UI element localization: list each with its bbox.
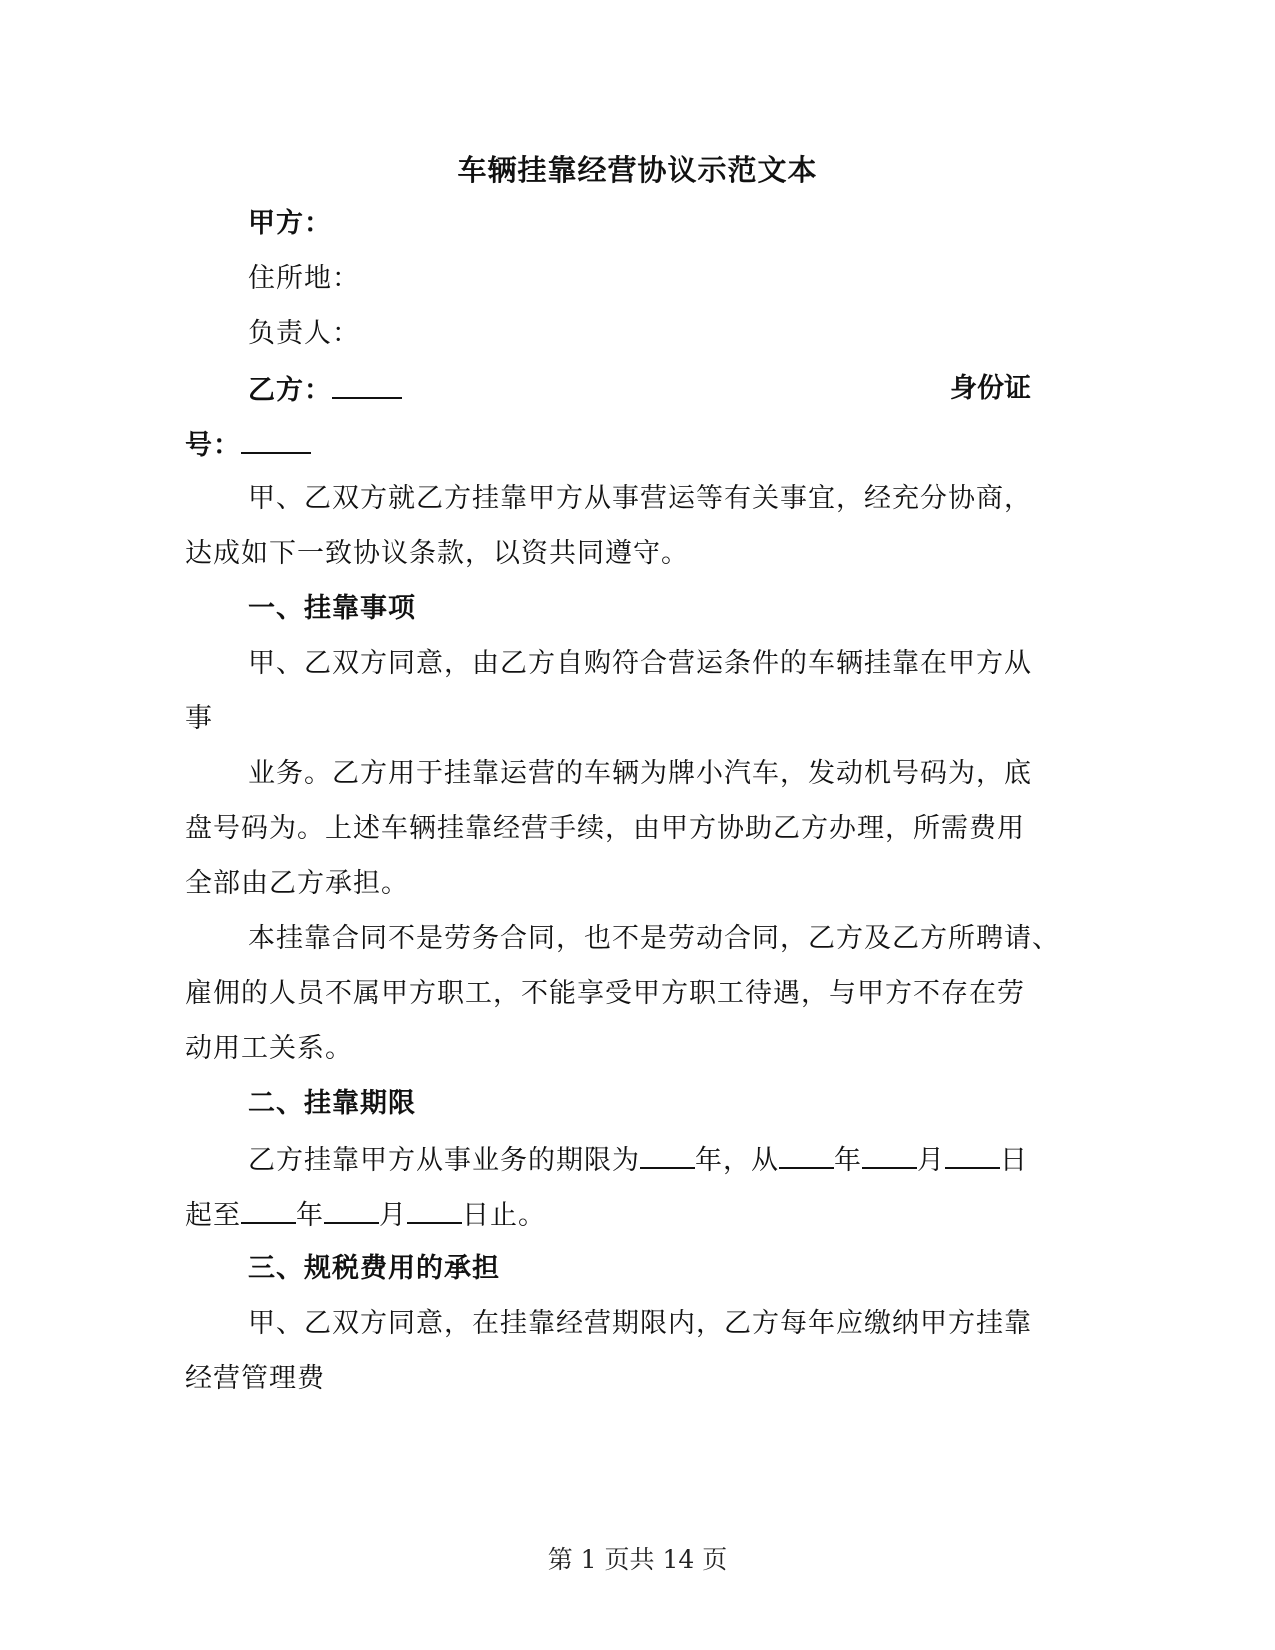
term-text-5: 日 bbox=[1000, 1145, 1028, 1176]
term-text-6: 起至 bbox=[185, 1200, 241, 1231]
term-text-9: 日止。 bbox=[462, 1200, 546, 1231]
section2-term-line2 bbox=[185, 1196, 546, 1234]
end-month-blank bbox=[324, 1196, 379, 1224]
term-years-blank bbox=[640, 1141, 695, 1169]
section3-p1-line2: 经营管理费 bbox=[185, 1363, 325, 1394]
section1-p1-line2: 事 bbox=[185, 703, 213, 734]
term-text-4: 月 bbox=[917, 1145, 945, 1176]
end-year-blank bbox=[241, 1196, 296, 1224]
id-label-part2: 号： bbox=[185, 430, 241, 461]
party-a-address-label: 住所地： bbox=[248, 263, 360, 294]
section3-heading: 三、规税费用的承担 bbox=[248, 1253, 500, 1284]
id-line bbox=[185, 426, 311, 464]
party-b-blank bbox=[332, 371, 402, 399]
section1-p1-line1: 甲、乙双方同意，由乙方自购符合营运条件的车辆挂靠在甲方从 bbox=[248, 648, 1032, 679]
page-footer: 第 1 页共 14 页 bbox=[547, 1545, 728, 1574]
intro-line-2: 达成如下一致协议条款，以资共同遵守。 bbox=[185, 538, 689, 569]
party-b-label: 乙方： bbox=[248, 375, 332, 406]
term-text-7: 年 bbox=[296, 1200, 324, 1231]
start-year-blank bbox=[779, 1141, 834, 1169]
intro-line-1: 甲、乙双方就乙方挂靠甲方从事营运等有关事宜，经充分协商， bbox=[248, 483, 1032, 514]
party-a-label: 甲方： bbox=[248, 208, 332, 239]
term-text-8: 月 bbox=[379, 1200, 407, 1231]
document-title: 车辆挂靠经营协议示范文本 bbox=[457, 153, 818, 187]
section2-term-line1 bbox=[248, 1141, 1028, 1179]
id-label-part1: 身份证 bbox=[950, 373, 1031, 404]
section1-p2-line3: 全部由乙方承担。 bbox=[185, 868, 409, 899]
end-day-blank bbox=[407, 1196, 462, 1224]
start-month-blank bbox=[862, 1141, 917, 1169]
id-blank bbox=[241, 426, 311, 454]
section1-heading: 一、挂靠事项 bbox=[248, 593, 416, 624]
party-a-person-label: 负责人： bbox=[248, 318, 360, 349]
start-day-blank bbox=[945, 1141, 1000, 1169]
section2-heading: 二、挂靠期限 bbox=[248, 1088, 416, 1119]
party-b-line bbox=[248, 371, 402, 409]
term-text-1: 乙方挂靠甲方从事业务的期限为 bbox=[248, 1145, 640, 1176]
section3-p1-line1: 甲、乙双方同意，在挂靠经营期限内，乙方每年应缴纳甲方挂靠 bbox=[248, 1308, 1032, 1339]
section1-p2-line2: 盘号码为。上述车辆挂靠经营手续，由甲方协助乙方办理，所需费用 bbox=[185, 813, 1025, 844]
section1-p2-line1: 业务。乙方用于挂靠运营的车辆为牌小汽车，发动机号码为，底 bbox=[248, 758, 1032, 789]
section1-p3-line3: 动用工关系。 bbox=[185, 1033, 353, 1064]
term-text-3: 年 bbox=[834, 1145, 862, 1176]
section1-p3-line2: 雇佣的人员不属甲方职工，不能享受甲方职工待遇，与甲方不存在劳 bbox=[185, 978, 1025, 1009]
section1-p3-line1: 本挂靠合同不是劳务合同，也不是劳动合同，乙方及乙方所聘请、 bbox=[248, 923, 1060, 954]
term-text-2: 年，从 bbox=[695, 1145, 779, 1176]
